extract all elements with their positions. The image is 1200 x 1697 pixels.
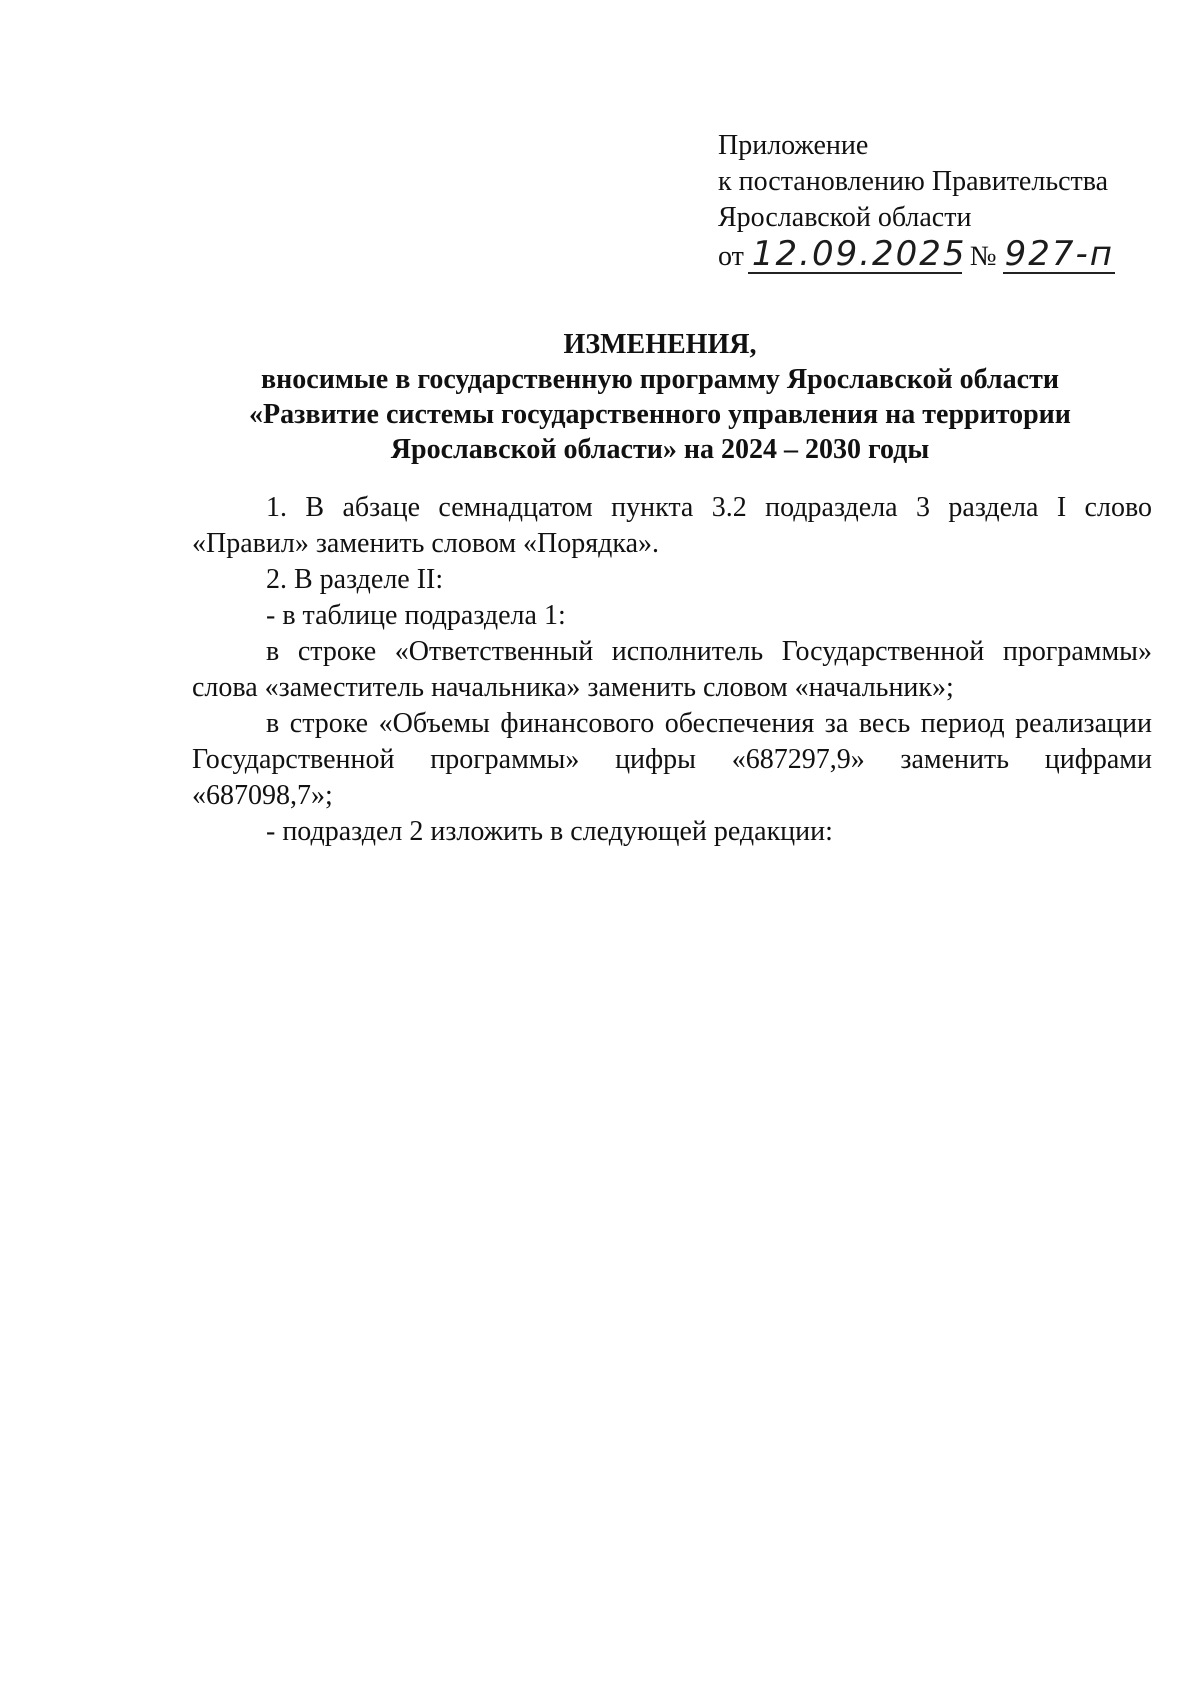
- paragraph-1: 1. В абзаце семнадцатом пункта 3.2 подраздела 3 раздела I слово «Правил» заменить словом «Порядка».: [192, 492, 1152, 559]
- title-heading: ИЗМЕНЕНИЯ,: [563, 329, 757, 360]
- paragraph-3: - в таблице подраздела 1:: [266, 600, 566, 631]
- handwritten-number: 927-п: [1004, 234, 1114, 274]
- attachment-label: Приложение: [718, 130, 869, 161]
- number-prefix: №: [969, 241, 997, 272]
- title-line-4: Ярославской области» на 2024 – 2030 годы: [390, 434, 930, 465]
- paragraph-2: 2. В разделе II:: [266, 564, 444, 595]
- paragraph-6: - подраздел 2 изложить в следующей редакции:: [266, 816, 833, 847]
- paragraph-5: в строке «Объемы финансового обеспечения за весь период реализации Государственной программы» цифры «687297,9» заменить цифрами «687098,7»;: [192, 708, 1152, 811]
- paragraph-4: в строке «Ответственный исполнитель Государственной программы» слова «заместитель начальника» заменить словом «начальник»;: [192, 636, 1152, 703]
- title-line-3: «Развитие системы государственного управления на территории: [249, 399, 1071, 430]
- attachment-header: [718, 128, 1115, 275]
- date-prefix: от: [718, 241, 744, 272]
- handwritten-date: 12.09.2025: [748, 236, 962, 274]
- attachment-resolution: к постановлению Правительства: [718, 166, 1109, 197]
- document-title: [180, 327, 1140, 467]
- attachment-region: Ярославской области: [718, 202, 972, 233]
- attachment-date-line: [718, 236, 1115, 275]
- document-body: [192, 490, 1152, 850]
- title-line-2: вносимые в государственную программу Ярославской области: [261, 364, 1059, 395]
